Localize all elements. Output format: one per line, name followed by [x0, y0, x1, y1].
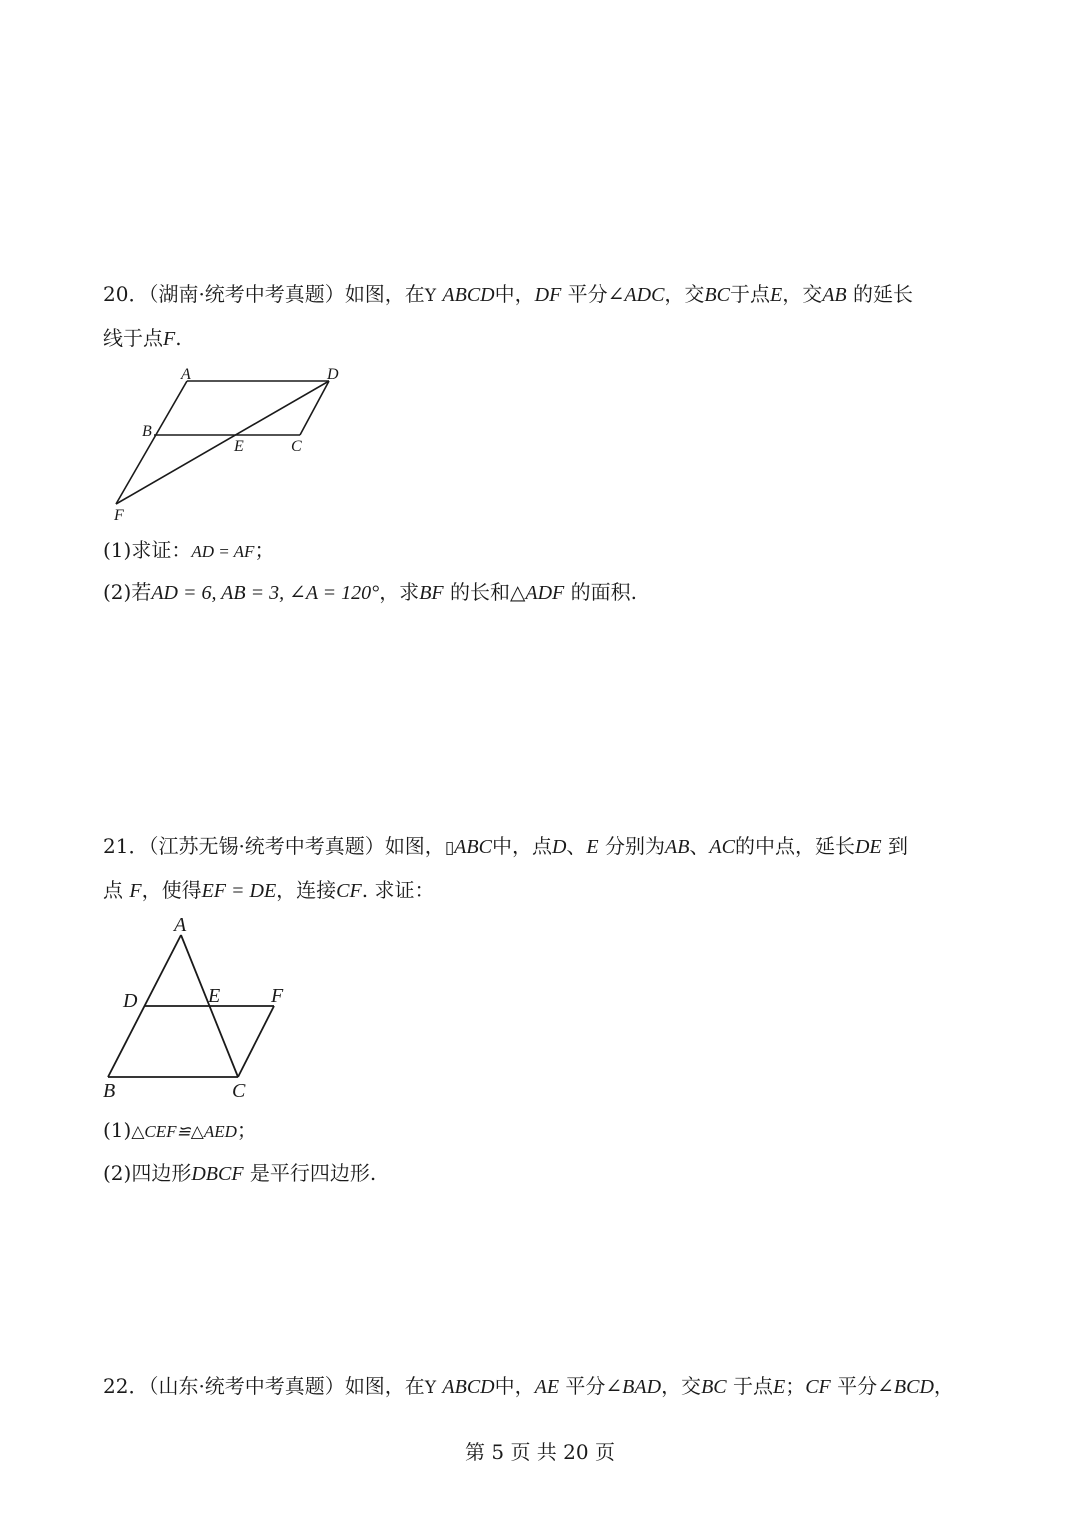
- problem-22-line-1: 22．（山东·统考中考真题）如图，在Y ABCD中，AE 平分∠BAD，交BC 于点E；CF 平分∠BCD，: [103, 1374, 954, 1398]
- label-d: D: [123, 990, 138, 1012]
- problem-source: （江苏无锡·统考中考真题）: [148, 834, 385, 858]
- problem-21-question-2: (2)四边形DBCF 是平行四边形.: [103, 1161, 377, 1185]
- problem-20-line-1: 20．（湖南·统考中考真题）如图，在Y ABCD中，DF 平分∠ADC，交BC于点E，交AB 的延长: [103, 282, 913, 306]
- figure-parallelogram-abcd: [100, 360, 380, 530]
- segment-cf: [238, 1006, 274, 1077]
- page-number-footer: 第 5 页 共 20 页: [465, 1440, 615, 1464]
- label-e: E: [208, 985, 221, 1007]
- figure-triangle-abc: [95, 910, 315, 1110]
- label-e: E: [234, 438, 244, 455]
- problem-21-line-1: 21．（江苏无锡·统考中考真题）如图，▯ABC中，点D、E 分别为AB、AC的中点，延长DE 到: [103, 834, 909, 858]
- problem-20-question-1: (1)求证：AD = AF；: [103, 538, 275, 562]
- label-f: F: [114, 507, 124, 524]
- problem-21-question-1: (1)△CEF≌△AED；: [103, 1118, 257, 1142]
- label-f: F: [271, 985, 284, 1007]
- problem-20-question-2: (2)若AD = 6, AB = 3, ∠A = 120°，求BF 的长和△ADF 的面积.: [103, 580, 637, 604]
- segment-af: [116, 381, 187, 504]
- problem-number: 22．: [103, 1374, 149, 1398]
- problem-number: 21．: [103, 834, 149, 858]
- problem-source: （湖南·统考中考真题）: [148, 282, 345, 306]
- label-a: A: [181, 366, 191, 383]
- problem-number: 20．: [103, 282, 149, 306]
- parallelogram-symbol: Y: [424, 1378, 437, 1398]
- label-d: D: [327, 366, 339, 383]
- problem-source: （山东·统考中考真题）: [148, 1374, 345, 1398]
- problem-21-line-2: 点 F，使得EF = DE，连接CF. 求证：: [103, 878, 435, 902]
- label-c: C: [232, 1080, 246, 1102]
- triangle-symbol-box: ▯: [444, 838, 455, 858]
- parallelogram-symbol: Y: [424, 286, 437, 306]
- label-c: C: [291, 438, 302, 455]
- label-b: B: [103, 1080, 116, 1102]
- label-a: A: [174, 914, 187, 936]
- problem-20-line-2: 线于点F.: [103, 326, 182, 350]
- label-b: B: [142, 423, 152, 440]
